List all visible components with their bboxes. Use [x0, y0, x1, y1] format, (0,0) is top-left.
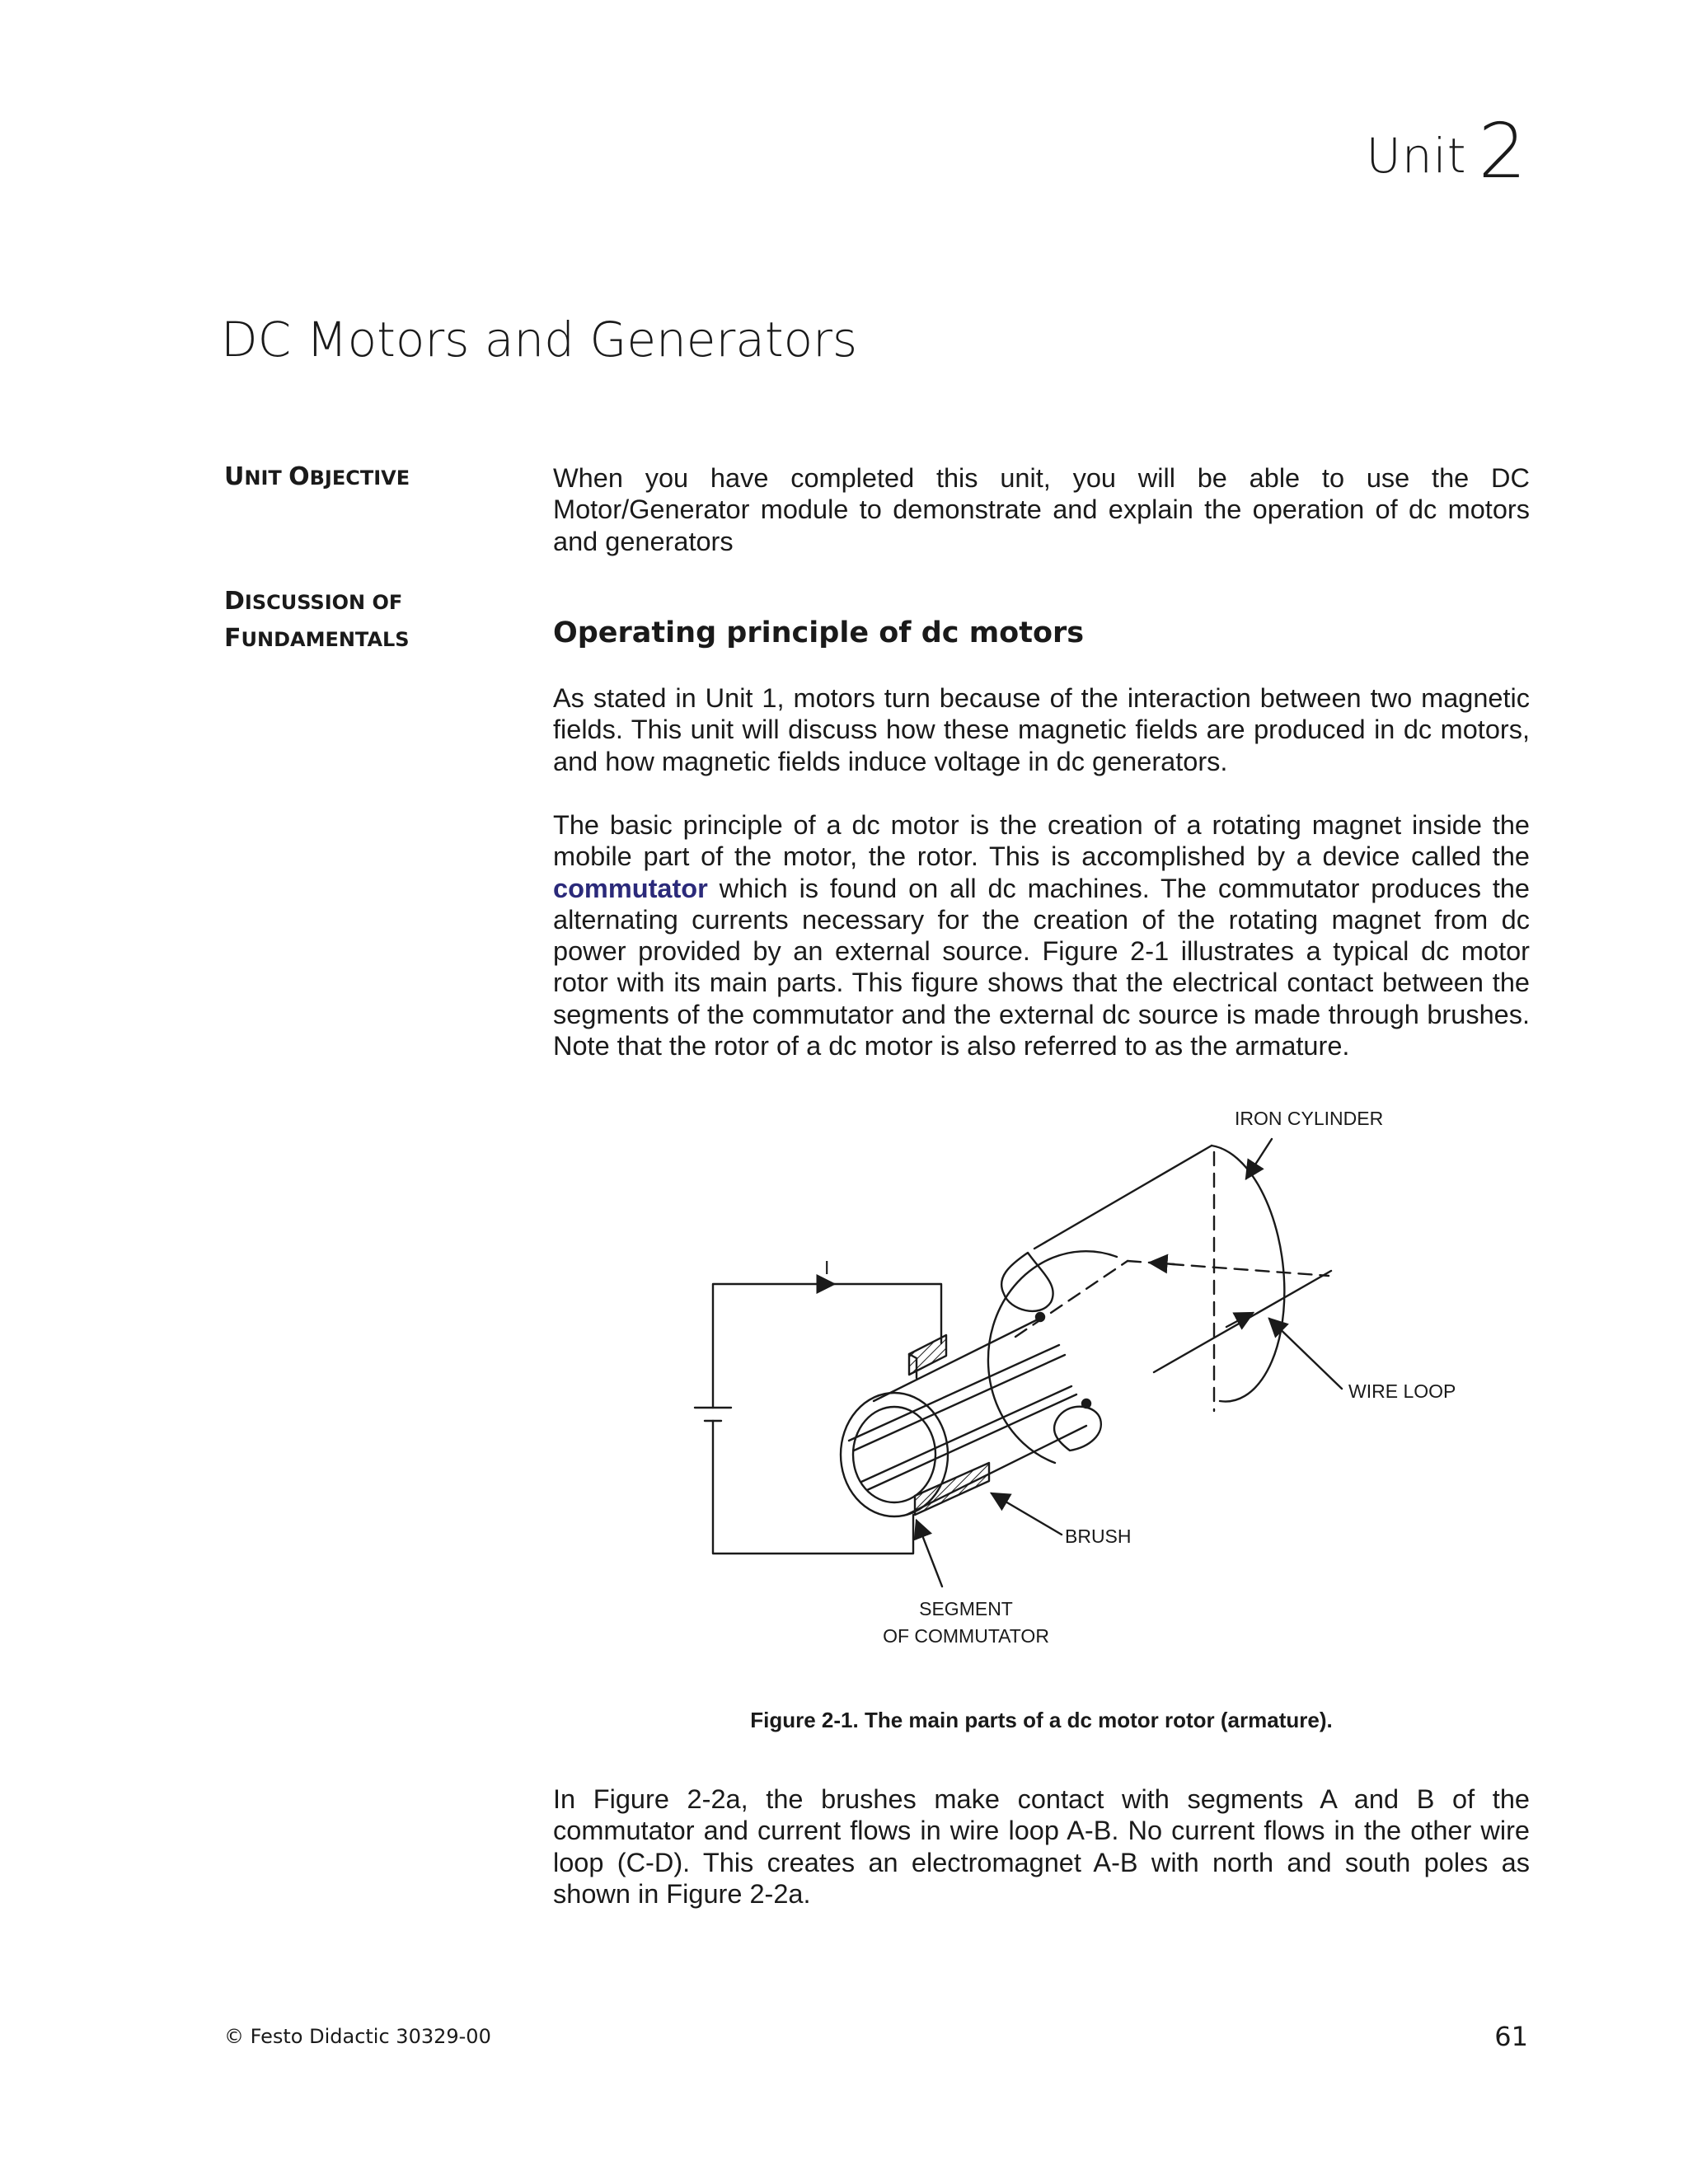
wire-loop	[1015, 1152, 1329, 1411]
figure-caption: Figure 2-1. The main parts of a dc motor rotor (armature).	[750, 1708, 1333, 1732]
brushes	[909, 1335, 989, 1515]
iron-cylinder	[988, 1146, 1331, 1463]
wire-loop-arrow-back	[1150, 1263, 1175, 1264]
commutator-term: commutator	[553, 873, 708, 903]
wire-loop-leader	[1269, 1319, 1342, 1389]
footer-copyright: © Festo Didactic 30329-00	[224, 2025, 491, 2048]
pole-notch-bottom	[1054, 1407, 1101, 1451]
brush-leader	[992, 1493, 1062, 1535]
label-of-commutator: OF COMMUTATOR	[883, 1625, 1049, 1647]
label-iron-cylinder: IRON CYLINDER	[1235, 1108, 1384, 1129]
objective-rest-1: NIT	[244, 466, 289, 490]
discussion-rest-2: UNDAMENTALS	[241, 628, 410, 651]
segment-leader	[917, 1521, 942, 1586]
commutator-top-edge	[874, 1317, 1043, 1401]
page-number: 61	[1494, 2021, 1528, 2052]
sidebar-unit-objective	[224, 459, 410, 496]
iron-cylinder-leader	[1246, 1139, 1272, 1179]
figure-labels	[824, 1108, 1456, 1647]
leader-lines	[917, 1139, 1342, 1586]
label-current: I	[824, 1257, 830, 1278]
discussion-rest-1: ISCUSSION OF	[244, 591, 403, 614]
unit-word: Unit	[1366, 128, 1467, 184]
paragraph-2-start: The basic principle of a dc motor is the creation of a rotating magnet inside the mobile part of the motor, the rotor. This is accomplished by a device called the	[553, 810, 1530, 872]
wire-loop-arrow-front	[1226, 1313, 1253, 1327]
segment-gap-upper	[849, 1345, 1059, 1441]
paragraph-2	[553, 809, 1530, 1062]
objective-initial-2: O	[288, 462, 310, 491]
discussion-initial-1: D	[224, 587, 245, 616]
page-title: DC Motors and Generators	[221, 312, 858, 368]
armature-figure	[692, 1104, 1484, 1665]
cylinder-top-edge	[1034, 1146, 1212, 1249]
cylinder-back-end	[1212, 1146, 1284, 1402]
label-segment: SEGMENT	[919, 1598, 1013, 1619]
brush-bottom	[915, 1463, 989, 1515]
paragraph-2-end: which is found on all dc machines. The commutator produces the alternating currents necessary for the creation of the rotating magnet from dc power provided by an external source. Figure 2-1 illustrates a typical dc motor rotor with its main parts. This figure shows that the electrical contact between the segments of the commutator and the external dc source is made through brushes. Note that the rotor of a dc motor is also referred to as the armature.	[553, 873, 1530, 1062]
objective-rest-2: BJECTIVE	[309, 466, 410, 490]
paragraph-1: As stated in Unit 1, motors turn because of the interaction between two magnetic fields. This unit will discuss how these magnetic fields are produced in dc motors, and how magnetic fields induce voltage in dc generators.	[553, 683, 1530, 776]
cylinder-front-face	[988, 1251, 1117, 1463]
cylinder-bottom-edge	[1154, 1271, 1331, 1372]
objective-paragraph: When you have completed this unit, you will be able to use the DC Motor/Generator module to demonstrate and explain the operation of dc motors and generators	[553, 463, 1530, 556]
label-brush: BRUSH	[1065, 1526, 1132, 1547]
loop-junction-top	[1036, 1313, 1044, 1321]
loop-junction-bottom	[1082, 1399, 1090, 1408]
paragraph-3: In Figure 2-2a, the brushes make contact with segments A and B of the commutator and current flows in wire loop A-B. No current flows in the other wire loop (C-D). This creates an electromagnet A-B with north and south poles as shown in Figure 2-2a.	[553, 1784, 1530, 1909]
sidebar-discussion	[224, 583, 410, 658]
discussion-line-1	[224, 583, 410, 621]
circuit-wire-top	[713, 1284, 941, 1408]
section-heading: Operating principle of dc motors	[553, 616, 1085, 649]
label-wire-loop: WIRE LOOP	[1348, 1380, 1456, 1402]
wire-loop-dashed-front	[1015, 1261, 1128, 1337]
discussion-line-2	[224, 621, 410, 658]
unit-label	[1366, 107, 1527, 195]
external-circuit	[695, 1284, 941, 1554]
discussion-initial-2: F	[224, 624, 241, 653]
objective-initial-1: U	[224, 462, 245, 491]
unit-number: 2	[1478, 107, 1527, 195]
circuit-wire-bottom	[713, 1421, 913, 1554]
